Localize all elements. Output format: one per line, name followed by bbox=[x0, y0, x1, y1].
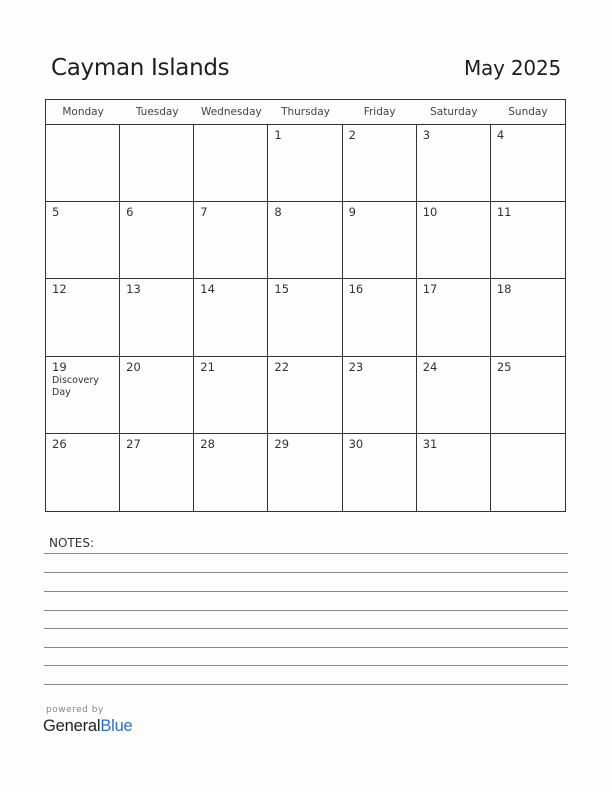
day-cell bbox=[46, 125, 120, 202]
day-number: 13 bbox=[126, 282, 141, 297]
weekday-sunday: Sunday bbox=[508, 106, 548, 118]
day-cell bbox=[120, 357, 194, 434]
note-line bbox=[44, 684, 568, 685]
day-cell bbox=[268, 279, 342, 356]
day-number: 20 bbox=[126, 359, 141, 374]
day-cell bbox=[46, 434, 120, 511]
day-number: 22 bbox=[274, 359, 290, 374]
day-cell bbox=[268, 125, 342, 202]
brand-blue: Blue bbox=[100, 717, 133, 735]
weekday-thursday: Thursday bbox=[281, 106, 330, 118]
day-cell bbox=[491, 279, 565, 356]
note-line bbox=[44, 628, 568, 629]
day-cell bbox=[343, 357, 417, 434]
day-number: 31 bbox=[422, 436, 438, 451]
day-number: 19 bbox=[52, 359, 67, 374]
day-number: 25 bbox=[496, 359, 512, 374]
day-cell bbox=[491, 357, 565, 434]
day-cell bbox=[491, 125, 565, 202]
day-number: 11 bbox=[496, 205, 512, 220]
weekday-saturday: Saturday bbox=[430, 106, 478, 118]
day-cell bbox=[194, 125, 268, 202]
brand-general: General bbox=[43, 717, 101, 735]
day-cell bbox=[120, 202, 194, 279]
powered-by-label: powered by bbox=[46, 705, 104, 715]
day-number: 29 bbox=[274, 436, 290, 451]
day-number: 15 bbox=[274, 282, 290, 297]
weekday-wednesday: Wednesday bbox=[200, 106, 262, 118]
calendar-country-title: Cayman Islands bbox=[51, 55, 230, 81]
day-cell bbox=[120, 434, 194, 511]
notes-label: NOTES: bbox=[49, 536, 94, 550]
day-number: 7 bbox=[200, 205, 208, 220]
calendar-weeks bbox=[46, 125, 565, 511]
day-cell bbox=[491, 202, 565, 279]
day-number: 3 bbox=[422, 128, 431, 142]
note-line bbox=[44, 647, 568, 648]
day-cell bbox=[46, 202, 120, 279]
weekday-monday: Monday bbox=[62, 106, 104, 118]
calendar-month-title: May 2025 bbox=[463, 56, 561, 80]
weekday-tuesday: Tuesday bbox=[135, 106, 179, 118]
day-number: 10 bbox=[422, 205, 438, 220]
day-number: 14 bbox=[200, 282, 215, 297]
day-cell bbox=[343, 279, 417, 356]
holiday-label: Discovery Day bbox=[52, 374, 99, 398]
day-number: 27 bbox=[126, 436, 141, 451]
day-cell bbox=[194, 434, 268, 511]
day-cell bbox=[343, 125, 417, 202]
day-number: 24 bbox=[422, 359, 438, 374]
day-cell bbox=[120, 125, 194, 202]
generalblue-logo[interactable] bbox=[43, 717, 133, 736]
day-cell bbox=[194, 279, 268, 356]
weekday-friday: Friday bbox=[363, 106, 396, 118]
day-number: 6 bbox=[126, 205, 134, 220]
day-cell bbox=[194, 202, 268, 279]
note-line bbox=[44, 591, 568, 592]
day-number: 5 bbox=[52, 205, 60, 220]
day-number: 9 bbox=[348, 205, 356, 220]
day-number: 18 bbox=[496, 282, 512, 297]
day-cell bbox=[268, 357, 342, 434]
day-number: 12 bbox=[52, 282, 67, 297]
day-cell bbox=[417, 125, 491, 202]
day-number: 8 bbox=[274, 205, 282, 220]
day-cell bbox=[343, 434, 417, 511]
day-number: 23 bbox=[348, 359, 364, 374]
day-cell bbox=[120, 279, 194, 356]
calendar-grid bbox=[45, 99, 566, 512]
day-cell bbox=[46, 357, 120, 434]
day-cell bbox=[268, 202, 342, 279]
day-cell bbox=[46, 279, 120, 356]
note-line bbox=[44, 610, 568, 611]
day-cell bbox=[194, 357, 268, 434]
day-number: 21 bbox=[200, 359, 215, 374]
day-number: 4 bbox=[496, 128, 505, 142]
day-number: 30 bbox=[348, 436, 364, 451]
day-number: 16 bbox=[348, 282, 364, 297]
day-cell bbox=[417, 434, 491, 511]
day-cell bbox=[417, 279, 491, 356]
day-cell bbox=[491, 434, 565, 511]
day-number: 2 bbox=[348, 128, 356, 142]
note-line bbox=[44, 572, 568, 573]
day-cell bbox=[268, 434, 342, 511]
day-cell bbox=[417, 202, 491, 279]
note-line bbox=[44, 665, 568, 666]
day-number: 28 bbox=[200, 436, 215, 451]
weekday-header-row bbox=[46, 100, 565, 125]
day-cell bbox=[343, 202, 417, 279]
day-number: 1 bbox=[274, 128, 282, 142]
note-line bbox=[44, 553, 568, 554]
day-cell bbox=[417, 357, 491, 434]
day-number: 26 bbox=[52, 436, 67, 451]
day-number: 17 bbox=[422, 282, 438, 297]
